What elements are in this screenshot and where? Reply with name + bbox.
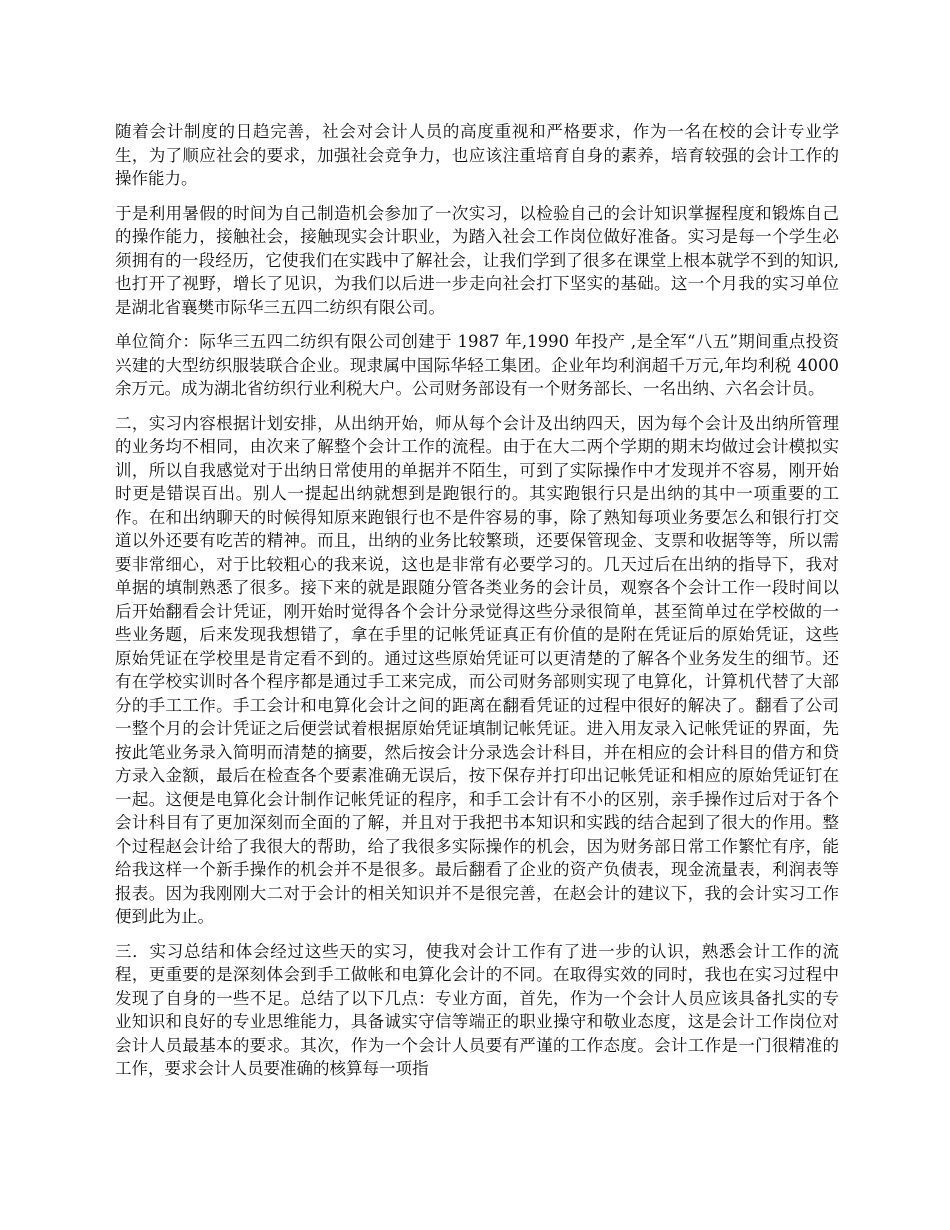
paragraph-summary: 三．实习总结和体会经过这些天的实习，使我对会计工作有了进一步的认识，熟悉会计工作的流程，更重要的是深刻体会到手工做帐和电算化会计的不同。在取得实效的同时，我也在实习过程中发现了自身的一些不足。总结了以下几点：专业方面，首先，作为一个会计人员应该具备扎实的专业知识和良好的专业思维能力，具备诚实守信等端正的职业操守和敬业态度，这是会计工作岗位对会计人员最基本的要求。其次，作为一个会计人员要有严谨的工作态度。会计工作是一门很精准的工作，要求会计人员要准确的核算每一项指 xyxy=(115,941,839,1078)
paragraph-internship-content: 二，实习内容根据计划安排，从出纳开始，师从每个会计及出纳四天，因为每个会计及出纳所管理的业务均不相同，由次来了解整个会计工作的流程。由于在大二两个学期的期末均做过会计模拟实训，所以自我感觉对于出纳日常使用的单据并不陌生，可到了实际操作中才发现并不容易，刚开始时更是错误百出。别人一提起出纳就想到是跑银行的。其实跑银行只是出纳的其中一项重要的工作。在和出纳聊天的时候得知原来跑银行也不是件容易的事，除了熟知每项业务要怎么和银行打交道以外还要有吃苦的精神。而且，出纳的业务比较繁琐，还要保管现金、支票和收据等等，所以需要非常细心，对于比较粗心的我来说，这也是非常有必要学习的。几天过后在出纳的指导下，我对单据的填制熟悉了很多。接下来的就是跟随分管各类业务的会计员，观察各个会计工作一段时间以后开始翻看会计凭证，刚开始时觉得各个会计分录觉得这些分录很简单，甚至简单过在学校做的一些业务题，后来发现我想错了，拿在手里的记帐凭证真正有价值的是附在凭证后的原始凭证，这些原始凭证在学校里是肯定看不到的。通过这些原始凭证可以更清楚的了解各个业务发生的细节。还有在学校实训时各个程序都是通过手工来完成，而公司财务部则实现了电算化，计算机代替了大部分的手工工作。手工会计和电算化会计之间的距离在翻看凭证的过程中很好的解决了。翻看了公司一整个月的会计凭证之后便尝试着根据原始凭证填制记帐凭证。进入用友录入记帐凭证的界面，先按此笔业务录入简明而清楚的摘要，然后按会计分录选会计科目，并在相应的会计科目的借方和贷方录入金额，最后在检查各个要素准确无误后，按下保存并打印出记帐凭证和相应的原始凭证钉在一起。这便是电算化会计制作记帐凭证的程序，和手工会计有不小的区别，亲手操作过后对于各个会计科目有了更加深刻而全面的了解，并且对于我把书本知识和实践的结合起到了很大的作用。整个过程赵会计给了我很大的帮助，给了我很多实际操作的机会，因为财务部日常工作繁忙有序，能给我这样一个新手操作的机会并不是很多。最后翻看了企业的资产负债表，现金流量表，利润表等报表。因为我刚刚大二对于会计的相关知识并不是很完善，在赵会计的建议下，我的会计实习工作便到此为止。 xyxy=(115,413,839,926)
paragraph-internship-purpose: 于是利用暑假的时间为自己制造机会参加了一次实习，以检验自己的会计知识掌握程度和锻炼自己的操作能力，接触社会，接触现实会计职业，为踏入社会工作岗位做好准备。实习是每一个学生必须拥有的一段经历，它使我们在实践中了解社会，让我们学到了很多在课堂上根本就学不到的知识,也打开了视野，增长了见识，为我们以后进一步走向社会打下坚实的基础。这一个月我的实习单位是湖北省襄樊市际华三五四二纺织有限公司。 xyxy=(115,203,839,317)
paragraph-intro: 随着会计制度的日趋完善，社会对会计人员的高度重视和严格要求，作为一名在校的会计专业学生，为了顺应社会的要求，加强社会竞争力，也应该注重培育自身的素养，培育较强的会计工作的操作能力。 xyxy=(115,122,839,188)
document-body xyxy=(115,120,839,1092)
paragraph-company-profile: 单位简介：际华三五四二纺织有限公司创建于 1987 年,1990 年投产 ,是全军“八五”期间重点投资兴建的大型纺织服装联合企业。现隶属中国际华轻工集团。企业年均利润超千万元,年均利税 4000 余万元。成为湖北省纺织行业利税大户。公司财务部设有一个财务部长、一名出纳、六名会计员。 xyxy=(115,332,839,398)
